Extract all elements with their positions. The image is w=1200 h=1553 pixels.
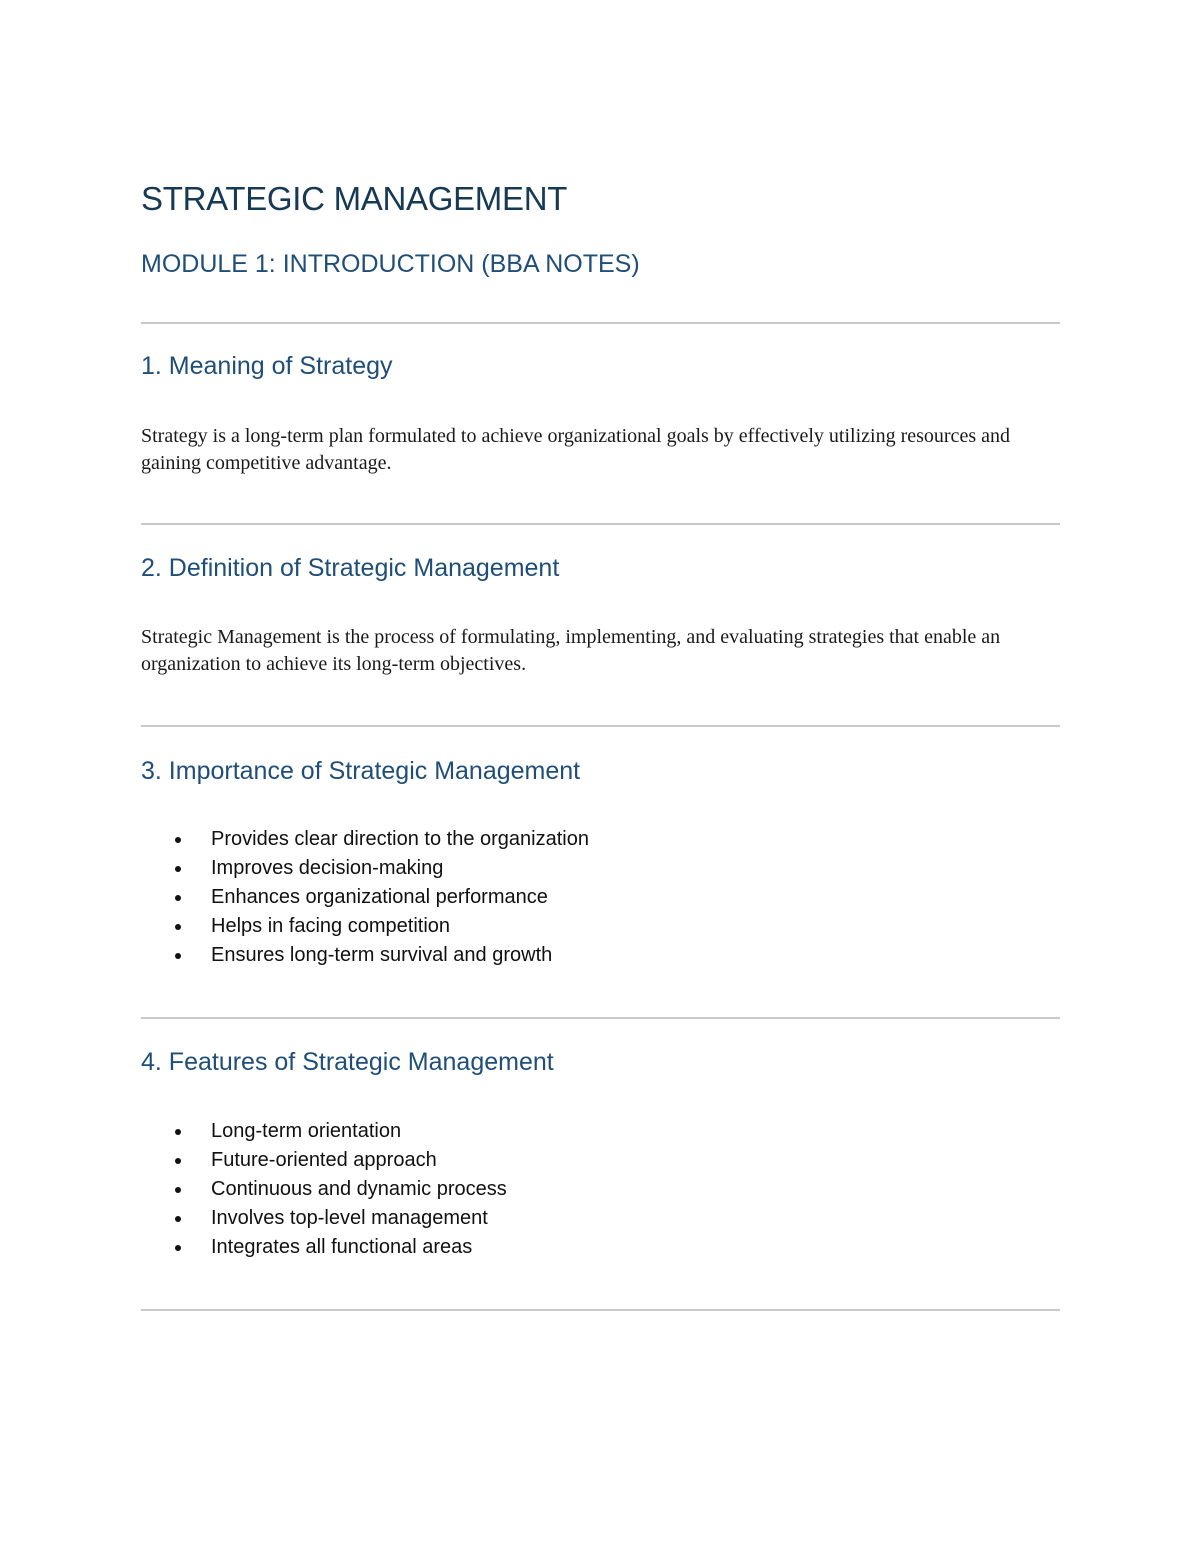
bullet-icon	[175, 895, 181, 901]
section-heading-importance: 3. Importance of Strategic Management	[141, 757, 581, 785]
list-item	[141, 1233, 507, 1262]
list-item-text: Improves decision-making	[211, 857, 444, 879]
bullet-icon	[175, 1187, 181, 1193]
list-item-text: Helps in facing competition	[211, 915, 451, 937]
section-divider	[141, 1309, 1060, 1311]
list-item	[141, 941, 589, 970]
bullet-icon	[175, 1245, 181, 1251]
list-item	[141, 854, 589, 883]
list-item-text: Long-term orientation	[211, 1120, 402, 1142]
section-heading-features: 4. Features of Strategic Management	[141, 1048, 554, 1076]
importance-list	[141, 825, 589, 970]
list-item-text: Ensures long-term survival and growth	[211, 944, 553, 966]
list-item	[141, 912, 589, 941]
list-item-text: Continuous and dynamic process	[211, 1178, 507, 1200]
section-paragraph-meaning-of-strategy: Strategy is a long-term plan formulated to achieve organizational goals by effectively utilizing resources and gaining competitive advantage.	[141, 425, 1010, 474]
list-item	[141, 1146, 507, 1175]
list-item	[141, 883, 589, 912]
bullet-icon	[175, 924, 181, 930]
section-divider	[141, 523, 1060, 525]
bullet-icon	[175, 866, 181, 872]
document-subtitle: MODULE 1: INTRODUCTION (BBA NOTES)	[141, 250, 640, 278]
bullet-icon	[175, 953, 181, 959]
bullet-icon	[175, 1216, 181, 1222]
bullet-icon	[175, 837, 181, 843]
section-heading-meaning-of-strategy: 1. Meaning of Strategy	[141, 352, 393, 380]
document-title: STRATEGIC MANAGEMENT	[141, 180, 568, 217]
section-divider	[141, 1017, 1060, 1019]
list-item-text: Provides clear direction to the organization	[211, 828, 589, 850]
bullet-icon	[175, 1129, 181, 1135]
section-paragraph-definition: Strategic Management is the process of formulating, implementing, and evaluating strategies that enable an organization to achieve its long-term objectives.	[141, 626, 1001, 675]
bullet-icon	[175, 1158, 181, 1164]
section-heading-definition: 2. Definition of Strategic Management	[141, 554, 560, 582]
list-item	[141, 1204, 507, 1233]
list-item-text: Enhances organizational performance	[211, 886, 548, 908]
section-divider	[141, 725, 1060, 727]
section-divider	[141, 322, 1060, 324]
list-item	[141, 1117, 507, 1146]
list-item-text: Involves top-level management	[211, 1207, 488, 1229]
list-item	[141, 1175, 507, 1204]
features-list	[141, 1117, 507, 1262]
list-item	[141, 825, 589, 854]
list-item-text: Future-oriented approach	[211, 1149, 437, 1171]
list-item-text: Integrates all functional areas	[211, 1236, 473, 1258]
